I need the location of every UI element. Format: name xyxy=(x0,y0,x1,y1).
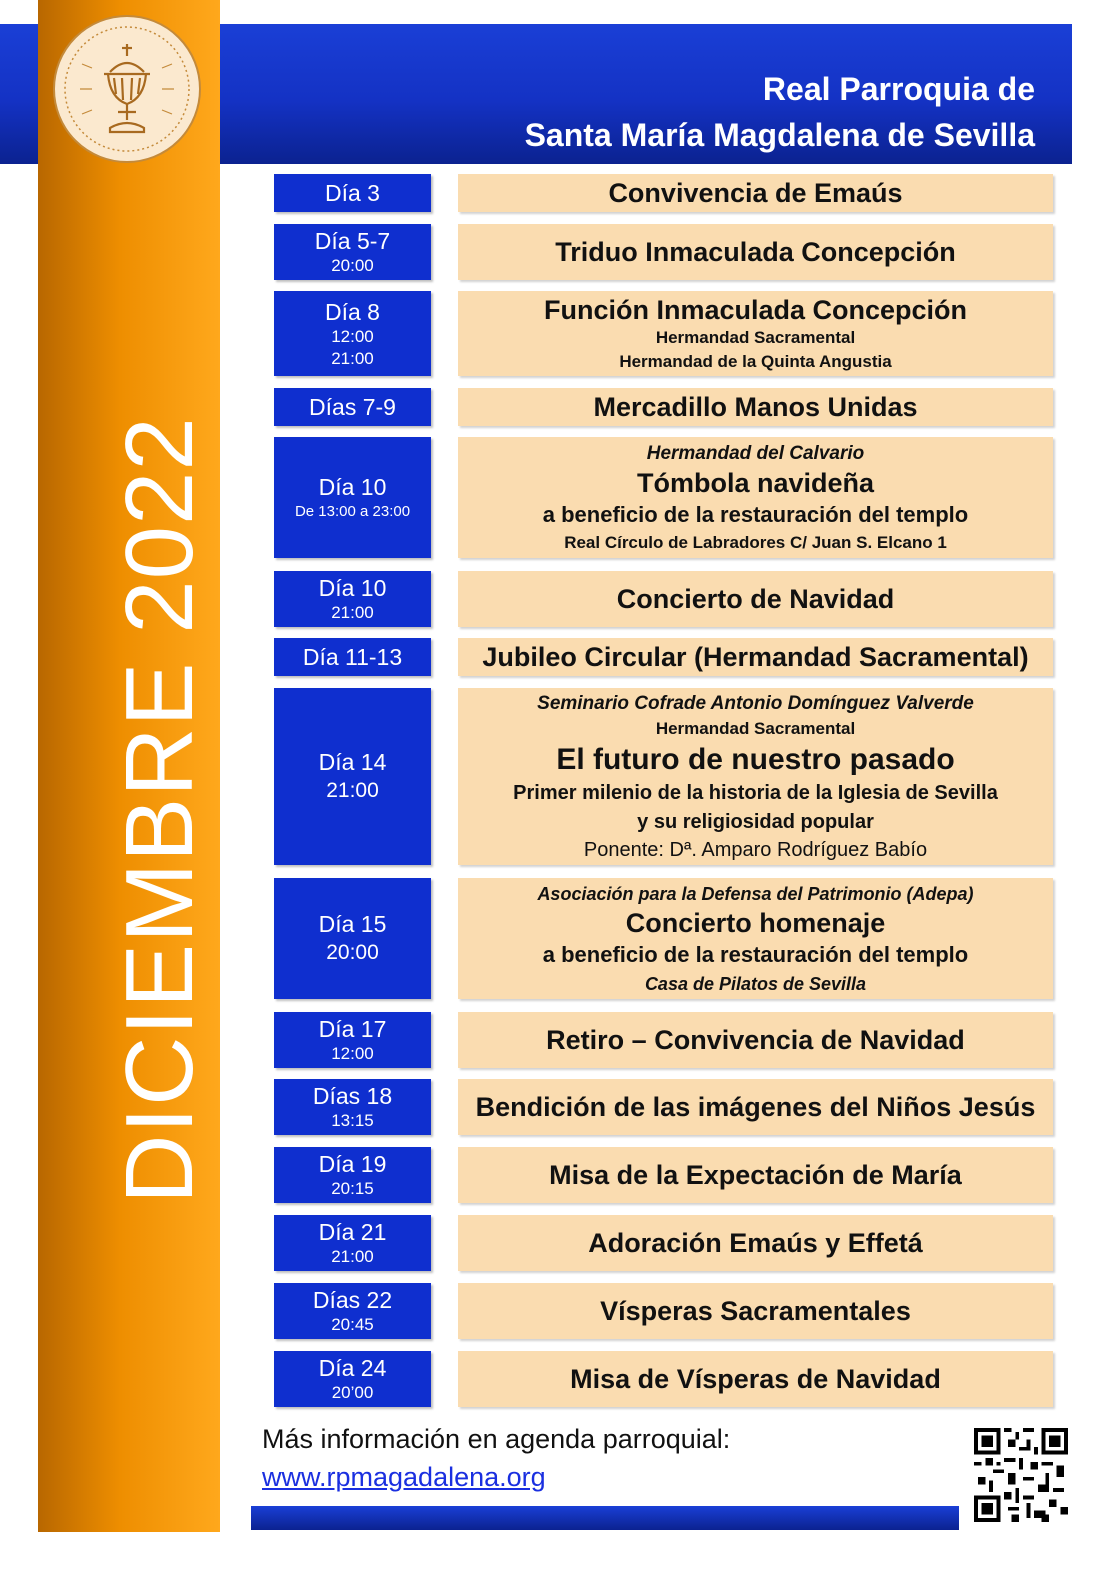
event-location: Casa de Pilatos de Sevilla xyxy=(644,973,867,994)
event-title: Retiro – Convivencia de Navidad xyxy=(546,1025,965,1055)
event-date xyxy=(274,878,431,999)
event-title: El futuro de nuestro pasado xyxy=(556,742,955,776)
date-label: Días 22 xyxy=(312,1287,393,1313)
event-row xyxy=(274,1283,1053,1339)
event-subtitle: Hermandad Sacramental xyxy=(655,327,856,347)
event-title: Triduo Inmaculada Concepción xyxy=(555,237,956,267)
date-label: Día 5-7 xyxy=(314,228,391,254)
event-box xyxy=(458,571,1053,627)
event-title: Función Inmaculada Concepción xyxy=(543,294,968,325)
event-title: Misa de Vísperas de Navidad xyxy=(570,1364,941,1394)
event-title: Concierto homenaje xyxy=(625,907,886,938)
date-label: Día 10 xyxy=(318,575,387,601)
date-label: Día 19 xyxy=(318,1151,387,1177)
time-label: 12:00 xyxy=(331,326,374,346)
date-label: Días 18 xyxy=(312,1083,393,1109)
event-date xyxy=(274,388,431,426)
event-row xyxy=(274,437,1053,558)
time-label: 20’00 xyxy=(331,1383,374,1402)
time-label: De 13:00 a 23:00 xyxy=(294,502,411,520)
event-date xyxy=(274,224,431,280)
page-title xyxy=(525,66,1035,158)
time-label: 20:00 xyxy=(331,256,374,275)
event-date xyxy=(274,1079,431,1135)
event-date xyxy=(274,1012,431,1068)
date-label: Día 15 xyxy=(318,910,387,937)
event-title: Mercadillo Manos Unidas xyxy=(593,392,918,422)
event-date xyxy=(274,291,431,376)
month-title: DICIEMBRE 2022 xyxy=(106,416,213,1204)
event-title: Vísperas Sacramentales xyxy=(600,1296,911,1326)
event-location: Real Círculo de Labradores C/ Juan S. Elcano 1 xyxy=(564,532,947,552)
date-label: Día 11-13 xyxy=(302,644,403,670)
event-row xyxy=(274,291,1053,376)
event-title: Jubileo Circular (Hermandad Sacramental) xyxy=(482,642,1029,672)
event-row xyxy=(274,1012,1053,1068)
parish-logo-icon xyxy=(52,14,202,164)
event-title: Concierto de Navidad xyxy=(616,584,895,614)
event-title: Misa de la Expectación de María xyxy=(549,1160,962,1190)
event-date xyxy=(274,571,431,627)
event-row xyxy=(274,1147,1053,1203)
event-box xyxy=(458,638,1053,676)
event-box xyxy=(458,291,1053,376)
time-label: 21:00 xyxy=(331,1247,374,1266)
event-row xyxy=(274,878,1053,999)
event-box xyxy=(458,224,1053,280)
time-label: 20:15 xyxy=(331,1179,374,1198)
event-row xyxy=(274,688,1053,865)
event-date xyxy=(274,688,431,865)
event-title: Bendición de las imágenes del Niños Jesús xyxy=(475,1092,1036,1122)
event-box xyxy=(458,1283,1053,1339)
event-box xyxy=(458,1351,1053,1407)
time-label: 21:00 xyxy=(331,348,374,368)
event-row xyxy=(274,174,1053,212)
date-label: Día 8 xyxy=(325,298,380,325)
event-row xyxy=(274,571,1053,627)
time-label: 21:00 xyxy=(326,778,379,802)
website-link[interactable]: www.rpmagadalena.org xyxy=(262,1462,546,1492)
event-date xyxy=(274,1215,431,1271)
event-box xyxy=(458,1012,1053,1068)
date-label: Día 21 xyxy=(318,1219,387,1245)
footer-info xyxy=(262,1420,730,1496)
event-row xyxy=(274,1215,1053,1271)
event-organizer: Seminario Cofrade Antonio Domínguez Valverde xyxy=(537,692,974,714)
bottom-bar xyxy=(251,1506,959,1530)
event-box xyxy=(458,1147,1053,1203)
event-box xyxy=(458,174,1053,212)
event-date xyxy=(274,437,431,558)
time-label: 13:15 xyxy=(331,1111,374,1130)
event-description: a beneficio de la restauración del templo xyxy=(542,501,969,527)
date-label: Día 17 xyxy=(318,1016,387,1042)
time-label: 20:00 xyxy=(326,940,379,964)
footer-label: Más información en agenda parroquial: xyxy=(262,1424,731,1454)
date-label: Día 10 xyxy=(318,473,387,500)
date-label: Día 3 xyxy=(325,180,380,206)
qr-code-icon xyxy=(974,1428,1068,1522)
time-label: 21:00 xyxy=(331,603,374,622)
event-box xyxy=(458,1079,1053,1135)
title-line-2: Santa María Magdalena de Sevilla xyxy=(524,117,1035,153)
date-label: Día 14 xyxy=(318,748,387,775)
event-date xyxy=(274,174,431,212)
event-title: Tómbola navideña xyxy=(636,467,875,498)
event-description: y su religiosidad popular xyxy=(637,810,874,833)
event-row xyxy=(274,1351,1053,1407)
event-description: Primer milenio de la historia de la Iglesia de Sevilla xyxy=(513,781,998,804)
event-row xyxy=(274,388,1053,426)
event-box xyxy=(458,1215,1053,1271)
event-speaker: Ponente: Dª. Amparo Rodríguez Babío xyxy=(583,838,928,861)
event-title: Convivencia de Emaús xyxy=(608,178,903,208)
date-label: Día 24 xyxy=(318,1355,387,1381)
event-organizer: Hermandad del Calvario xyxy=(646,442,865,464)
event-date xyxy=(274,1147,431,1203)
event-description: a beneficio de la restauración del templo xyxy=(542,941,969,967)
time-label: 20:45 xyxy=(331,1315,374,1334)
event-box xyxy=(458,388,1053,426)
event-subtitle: Hermandad de la Quinta Angustia xyxy=(619,351,892,371)
date-label: Días 7-9 xyxy=(309,394,396,420)
event-row xyxy=(274,1079,1053,1135)
event-box xyxy=(458,878,1053,999)
event-box xyxy=(458,437,1053,558)
event-organizer: Asociación para la Defensa del Patrimonio (Adepa) xyxy=(537,883,974,904)
event-date xyxy=(274,1283,431,1339)
event-subtitle: Hermandad Sacramental xyxy=(655,718,856,738)
event-row xyxy=(274,224,1053,280)
title-line-1: Real Parroquia de xyxy=(762,71,1035,107)
event-box xyxy=(458,688,1053,865)
event-date xyxy=(274,1351,431,1407)
event-row xyxy=(274,638,1053,676)
event-date xyxy=(274,638,431,676)
event-title: Adoración Emaús y Effetá xyxy=(588,1228,923,1258)
time-label: 12:00 xyxy=(331,1044,374,1063)
